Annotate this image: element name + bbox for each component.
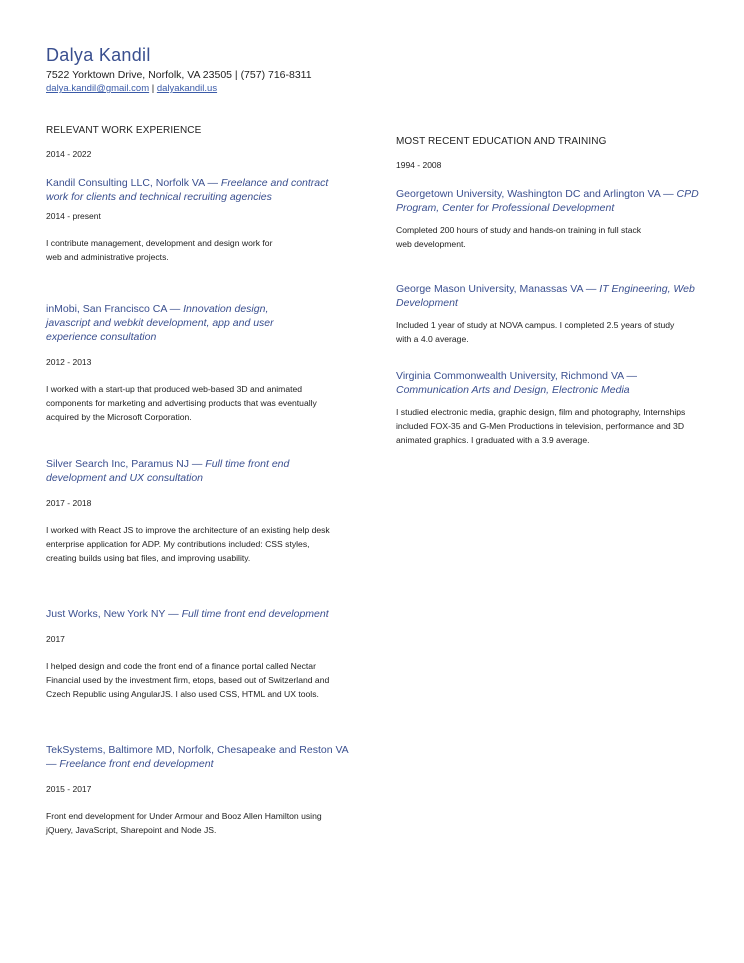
experience-section bbox=[46, 124, 351, 835]
entry-title bbox=[396, 282, 706, 310]
school-name: George Mason University, Manassas VA — bbox=[396, 283, 597, 295]
website-link[interactable]: dalyakandil.us bbox=[156, 83, 218, 94]
entry-dates: 2015 - 2017 bbox=[46, 784, 92, 794]
company-name: Silver Search Inc, Paramus NJ — bbox=[46, 458, 203, 470]
entry-description: I worked with React JS to improve the architecture of an existing help desk enterprise application for ADP. My contributions included: CSS styles, creating builds using bat files, and improving usability. bbox=[46, 525, 330, 563]
school-name: Virginia Commonwealth University, Richmond VA — bbox=[396, 370, 638, 382]
entry-title bbox=[396, 187, 706, 215]
entry-description: I studied electronic media, graphic design, film and photography, Internships included FOX-35 and G-Men Productions in television, performance and 3D animated graphics. I graduated with a 3.9 average. bbox=[396, 407, 686, 445]
entry-description: Completed 200 hours of study and hands-on training in full stack web development. bbox=[396, 225, 642, 249]
entry-title bbox=[46, 607, 351, 621]
experience-entry bbox=[46, 302, 351, 424]
company-name: inMobi, San Francisco CA — bbox=[46, 303, 181, 315]
company-name: Kandil Consulting LLC, Norfolk VA — bbox=[46, 177, 218, 189]
email-link[interactable]: dalya.kandil@gmail.com bbox=[46, 83, 150, 94]
entry-dates: 2014 - present bbox=[46, 211, 101, 221]
entry-description: Included 1 year of study at NOVA campus. I completed 2.5 years of study with a 4.0 average. bbox=[396, 320, 675, 344]
program-name: Communication Arts and Design, Electronic Media bbox=[396, 384, 630, 396]
program-name: CPD Program, Center for Professional Development bbox=[396, 188, 699, 214]
experience-entry bbox=[46, 176, 351, 264]
experience-entry bbox=[46, 743, 351, 837]
education-section bbox=[396, 135, 706, 445]
entry-title bbox=[46, 176, 351, 204]
education-entry bbox=[396, 282, 706, 346]
candidate-name: Dalya Kandil bbox=[46, 45, 151, 65]
contact-links bbox=[46, 82, 706, 95]
entry-description: I contribute management, development and design work for web and administrative projects. bbox=[46, 238, 273, 262]
experience-heading: RELEVANT WORK EXPERIENCE bbox=[46, 125, 202, 136]
entry-dates: 2012 - 2013 bbox=[46, 357, 92, 367]
entry-description: Front end development for Under Armour and Booz Allen Hamilton using jQuery, JavaScript, Sharepoint and Node JS. bbox=[46, 811, 322, 835]
education-entry bbox=[396, 369, 706, 447]
job-role: Full time front end development and UX consultation bbox=[46, 458, 290, 484]
company-name: TekSystems, Baltimore MD, Norfolk, Chesapeake and Reston VA — bbox=[46, 744, 349, 770]
entry-description: I helped design and code the front end of a finance portal called Nectar Financial used by the investment firm, etops, based out of Switzerland and Czech Republic using AngularJS. I also used CSS, HTML and UX tools. bbox=[46, 661, 330, 699]
link-separator: | bbox=[149, 83, 157, 94]
contact-address: 7522 Yorktown Drive, Norfolk, VA 23505 | (757) 716-8311 bbox=[46, 69, 312, 81]
school-name: Georgetown University, Washington DC and Arlington VA — bbox=[396, 188, 674, 200]
job-role: Innovation design, javascript and webkit development, app and user experience consultation bbox=[46, 303, 274, 343]
education-entry bbox=[396, 187, 706, 251]
education-dates: 1994 - 2008 bbox=[396, 160, 442, 170]
entry-title bbox=[46, 457, 301, 485]
program-name: IT Engineering, Web Development bbox=[396, 283, 695, 309]
entry-dates: 2017 bbox=[46, 634, 65, 644]
entry-title bbox=[396, 369, 661, 397]
experience-entry bbox=[46, 457, 351, 565]
experience-entry bbox=[46, 607, 351, 701]
education-heading: MOST RECENT EDUCATION AND TRAINING bbox=[396, 136, 607, 147]
entry-dates: 2017 - 2018 bbox=[46, 498, 92, 508]
job-role: Full time front end development bbox=[178, 608, 329, 620]
entry-title bbox=[46, 743, 351, 771]
experience-dates: 2014 - 2022 bbox=[46, 149, 92, 159]
company-name: Just Works, New York NY — bbox=[46, 608, 179, 620]
resume-header bbox=[46, 44, 706, 95]
job-role: Freelance front end development bbox=[56, 758, 214, 770]
entry-description: I worked with a start-up that produced web-based 3D and animated components for marketing and advertising products that was eventually acquired by the Microsoft Corporation. bbox=[46, 384, 317, 422]
entry-title bbox=[46, 302, 296, 344]
job-role: Freelance and contract work for clients and technical recruiting agencies bbox=[46, 177, 329, 203]
